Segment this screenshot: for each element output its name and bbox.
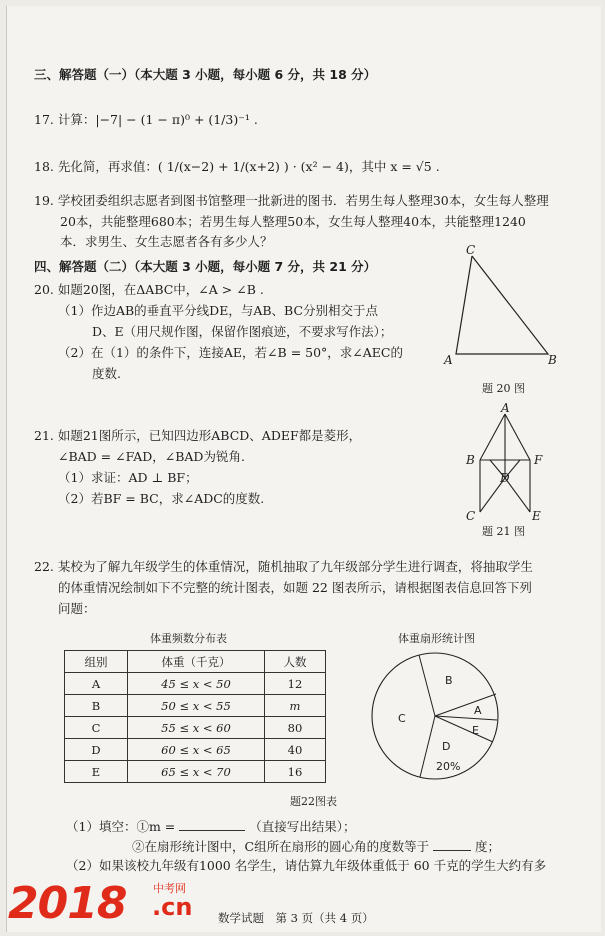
watermark-suffix: .cn	[152, 893, 193, 921]
q22-line1: 22. 某校为了解九年级学生的体重情况，随机抽取了九年级部分学生进行调查，将抽取学生	[34, 559, 533, 574]
answer-blank-angle[interactable]	[433, 838, 471, 851]
cell-group: C	[65, 717, 128, 739]
fig21-label-f: F	[534, 453, 543, 467]
cell-weight: 45 ≤ x < 50	[128, 673, 265, 695]
cell-group: B	[65, 695, 128, 717]
q21-line2: ∠BAD = ∠FAD，∠BAD为锐角.	[58, 449, 245, 464]
q20-line2: （1）作边AB的垂直平分线DE，与AB、BC分别相交于点	[58, 303, 379, 318]
pie-label-e: E	[472, 724, 479, 737]
fig20-label-b: B	[548, 353, 557, 367]
q19-line3: 本．求男生、女生志愿者各有多少人？	[60, 234, 273, 249]
q22-fill2	[132, 838, 500, 855]
pie-chart	[370, 646, 500, 786]
pie-divider	[435, 716, 497, 720]
q22-fill2-suffix: 度；	[475, 839, 501, 854]
pie-annotation-d-percent: 20%	[436, 760, 461, 773]
fig21-label-a: A	[501, 401, 510, 415]
fig21-label-b: B	[466, 453, 475, 467]
section3-title: 三、解答题（一）（本大题 3 小题，每小题 6 分，共 18 分）	[34, 67, 377, 82]
fig21-caption: 题 21 图	[482, 525, 525, 538]
q18: 18. 先化简，再求值：( 1/(x−2) + 1/(x+2) ) · (x² − 4)，其中 x = √5 .	[34, 159, 440, 174]
table-title: 体重频数分布表	[150, 632, 227, 645]
q22-line2: 的体重情况绘制如下不完整的统计图表，如题 22 图表所示，请根据图表信息回答下列	[58, 580, 532, 595]
pie-divider	[419, 655, 435, 716]
q22-fill1-prefix: （1）填空：①m =	[66, 819, 176, 834]
figure-20	[440, 240, 570, 370]
fig20-label-c: C	[466, 243, 476, 257]
q22-fill1	[66, 818, 356, 835]
header-weight: 体重（千克）	[128, 651, 265, 673]
answer-blank-m[interactable]	[179, 818, 245, 831]
fig21-label-c: C	[466, 509, 476, 523]
pie-divider	[420, 716, 435, 777]
q21-line4: （2）若BF = BC，求∠ADC的度数.	[58, 491, 265, 506]
pie-label-a: A	[474, 704, 482, 717]
page-footer: 数学试题 第 3 页（共 4 页）	[218, 911, 374, 925]
figure-21	[460, 400, 550, 530]
cell-group: E	[65, 761, 128, 783]
cell-weight: 50 ≤ x < 55	[128, 695, 265, 717]
fig20-label-a: A	[444, 353, 453, 367]
cell-weight: 60 ≤ x < 65	[128, 739, 265, 761]
q19-line2: 20本，共能整理680本；若男生每人整理50本，女生每人整理40本，共能整理1240	[60, 214, 526, 229]
fig21-label-d: D	[500, 471, 510, 485]
table-row	[65, 717, 326, 739]
q22-fill1-suffix: （直接写出结果）；	[249, 819, 356, 834]
triangle-abc	[456, 256, 548, 354]
table-row	[65, 695, 326, 717]
cell-weight: 65 ≤ x < 70	[128, 761, 265, 783]
cell-count: 16	[265, 761, 326, 783]
fig22-caption: 题22图表	[290, 795, 337, 808]
q21-line3: （1）求证：AD ⊥ BF；	[58, 470, 198, 485]
q22-fill2-prefix: ②在扇形统计图中，C组所在扇形的圆心角的度数等于	[132, 839, 430, 854]
pie-label-b: B	[445, 674, 453, 687]
q21-line1: 21. 如题21图所示，已知四边形ABCD、ADEF都是菱形，	[34, 428, 362, 443]
q17: 17. 计算：|−7| − (1 − π)⁰ + (1/3)⁻¹ .	[34, 112, 258, 127]
fig20-caption: 题 20 图	[482, 382, 525, 395]
pie-divider	[435, 716, 493, 742]
q20-line4: （2）在（1）的条件下，连接AE，若∠B = 50°，求∠AEC的	[58, 345, 403, 360]
pie-label-d: D	[442, 740, 451, 753]
q22-part2: （2）如果该校九年级有1000 名学生，请估算九年级体重低于 60 千克的学生大约有多	[66, 858, 547, 873]
cell-count: 80	[265, 717, 326, 739]
pie-title: 体重扇形统计图	[398, 632, 475, 645]
q20-line3: D、E（用尺规作图，保留作图痕迹，不要求写作法）；	[92, 324, 393, 339]
frequency-table	[64, 650, 326, 783]
cell-count: 12	[265, 673, 326, 695]
q20-line1: 20. 如题20图，在ΔABC中，∠A > ∠B .	[34, 282, 264, 297]
pie-divider	[435, 694, 496, 716]
cell-group: D	[65, 739, 128, 761]
cell-count: m	[265, 695, 326, 717]
cell-count: 40	[265, 739, 326, 761]
watermark-logo: 2018	[8, 878, 127, 929]
fig21-label-e: E	[532, 509, 541, 523]
cell-group: A	[65, 673, 128, 695]
header-group: 组别	[65, 651, 128, 673]
cell-weight: 55 ≤ x < 60	[128, 717, 265, 739]
table-row	[65, 739, 326, 761]
watermark-site-name: 中考网	[153, 882, 186, 895]
table-header-row	[65, 651, 326, 673]
q22-line3: 问题：	[58, 601, 96, 616]
section4-title: 四、解答题（二）（本大题 3 小题，每小题 7 分，共 21 分）	[34, 259, 377, 274]
pie-label-c: C	[398, 712, 406, 725]
q20-line5: 度数.	[92, 366, 121, 381]
q19-line1: 19. 学校团委组织志愿者到图书馆整理一批新进的图书．若男生每人整理30本，女生每人整理	[34, 193, 549, 208]
table-row	[65, 673, 326, 695]
header-count: 人数	[265, 651, 326, 673]
table-row	[65, 761, 326, 783]
